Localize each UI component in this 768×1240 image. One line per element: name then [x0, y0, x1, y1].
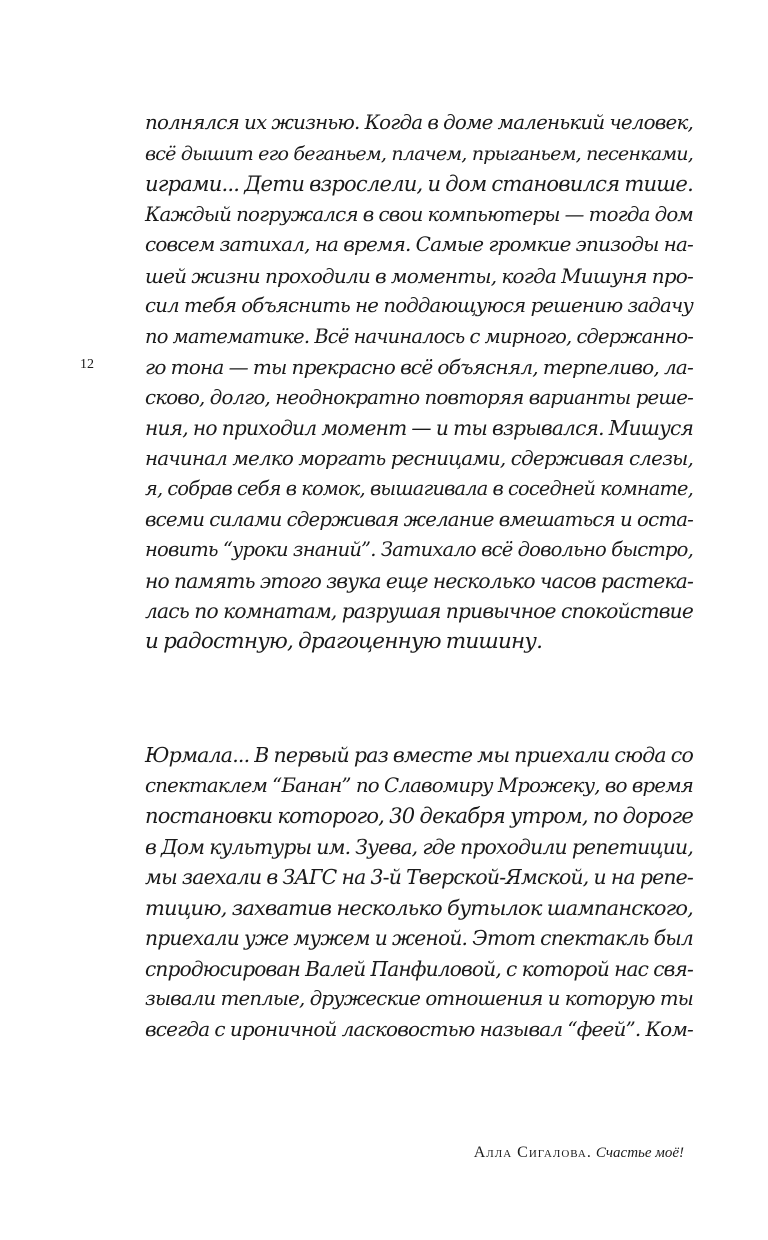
text-line: постановки которого, 30 декабря утром, по дороге [145, 803, 693, 828]
running-footer [474, 1144, 684, 1162]
text-line: я, собрав себя в комок, вышагивала в соседней комнате, [145, 477, 693, 500]
text-line: в Дом культуры им. Зуева, где проходили репетиции, [145, 834, 693, 859]
text-line: всё дышит его беганьем, плачем, прыганьем, песенками, [145, 142, 693, 165]
footer-book-title: Счастье моё! [595, 1145, 684, 1161]
text-line: всегда с ироничной ласковостью называл “феей”. Ком- [145, 1017, 693, 1041]
text-line: по математике. Всё начиналось с мирного, сдержанно- [145, 324, 693, 348]
text-line: Юрмала... В первый раз вместе мы приехали сюда со [145, 743, 693, 767]
text-line: всеми силами сдерживая желание вмешаться и оста- [145, 507, 693, 531]
text-line: сил тебя объяснить не поддающуюся решению задачу [145, 294, 693, 317]
text-line: Каждый погружался в свои компьютеры — тогда дом [145, 202, 693, 226]
text-line: го тона — ты прекрасно всё объяснял, терпеливо, ла- [145, 355, 693, 379]
text-line: полнялся их жизнью. Когда в доме маленький человек, [145, 111, 693, 134]
text-line: играми... Дети взрослели, и дом становился тише. [145, 171, 693, 196]
text-line: шей жизни проходили в моменты, когда Мишуня про- [145, 263, 693, 288]
text-line: тицию, захватив несколько бутылок шампанского, [145, 895, 693, 920]
text-line: лась по комнатам, разрушая привычное спокойствие [145, 599, 693, 623]
text-line: но память этого звука еще несколько часов растека- [145, 568, 693, 593]
text-line: зывали теплые, дружеские отношения и которую ты [145, 987, 693, 1010]
text-line: приехали уже мужем и женой. Этот спектакль был [145, 926, 693, 950]
text-line: новить “уроки знаний”. Затихало всё довольно быстро, [145, 538, 693, 561]
text-line: спектаклем “Банан” по Славомиру Мрожеку, во время [145, 773, 693, 797]
text-line: и радостную, драгоценную тишину. [145, 628, 543, 654]
page-number: 12 [80, 357, 94, 372]
paragraph-1 [145, 108, 693, 657]
text-line: ния, но приходил момент — и ты взрывался. Мишуся [145, 416, 693, 440]
text-line: сково, долго, неоднократно повторяя варианты реше- [145, 385, 693, 409]
text-line: спродюсирован Валей Панфиловой, с которой нас свя- [145, 956, 693, 981]
text-line: мы заехали в ЗАГС на 3-й Тверской-Ямской, и на репе- [145, 865, 693, 889]
footer-author: Алла Сигалова. [473, 1144, 592, 1161]
text-line: начинал мелко моргать ресницами, сдерживая слезы, [145, 446, 693, 470]
text-line: совсем затихал, на время. Самые громкие эпизоды на- [145, 233, 693, 256]
paragraph-2 [145, 740, 693, 1045]
